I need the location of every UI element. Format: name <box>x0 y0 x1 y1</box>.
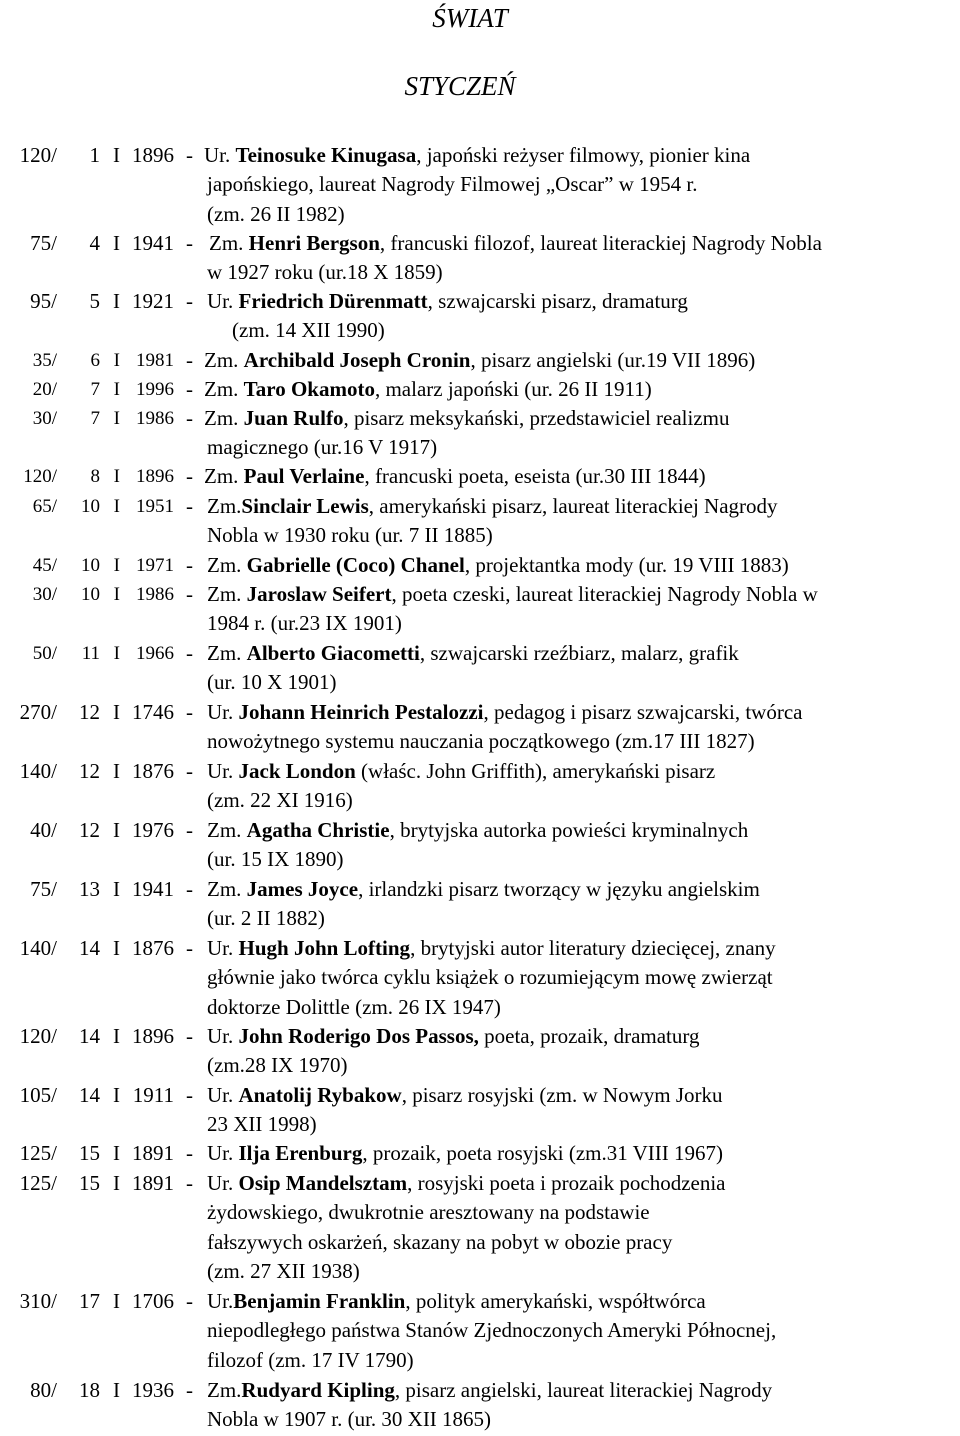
dash-separator: - <box>186 759 193 783</box>
person-name: Osip Mandelsztam <box>238 1171 408 1195</box>
entry-date <box>0 551 205 580</box>
entry-continuation: głównie jako twórca cyklu książek o rozumiejącym mowę zwierząt <box>207 965 773 990</box>
person-description: , prozaik, poeta rosyjski (zm.31 VIII 1967) <box>362 1141 723 1165</box>
month-numeral: I <box>113 818 120 842</box>
year: 1986 <box>136 408 174 429</box>
person-name: Teinosuke Kinugasa <box>235 143 417 167</box>
entry-text <box>204 462 706 491</box>
anniversary-count: 75/ <box>30 877 57 901</box>
entry-continuation: (zm. 14 XII 1990) <box>232 318 385 343</box>
entry-continuation: magicznego (ur.16 V 1917) <box>207 435 438 460</box>
person-name: Alberto Giacometti <box>246 641 420 665</box>
anniversary-count: 50/ <box>32 643 57 664</box>
entry-text <box>209 229 822 288</box>
entry-continuation: (zm. 27 XII 1938) <box>207 1258 360 1283</box>
entry-text <box>207 1081 723 1140</box>
dash-separator: - <box>186 818 193 842</box>
day-number: 14 <box>79 1083 100 1107</box>
event-type: Zm. <box>207 641 247 665</box>
event-type: Zm. <box>209 231 249 255</box>
entry-continuation: (zm. 22 XI 1916) <box>207 788 353 813</box>
day-number: 5 <box>89 289 100 313</box>
entry-date <box>0 141 205 170</box>
month-numeral: I <box>113 555 120 576</box>
event-type: Zm. <box>207 818 247 842</box>
entry-continuation: 1984 r. (ur.23 IX 1901) <box>207 611 402 636</box>
year: 1976 <box>132 818 174 842</box>
anniversary-count: 120/ <box>23 466 57 487</box>
year: 1996 <box>136 379 174 400</box>
event-type: Ur. <box>207 1289 234 1313</box>
dash-separator: - <box>186 553 193 577</box>
entry-date <box>0 580 205 609</box>
entry-continuation: japońskiego, laureat Nagrody Filmowej „Oscar” w 1954 r. <box>207 172 698 197</box>
entry-continuation: Nobla w 1907 r. (ur. 30 XII 1865) <box>207 1407 492 1432</box>
day-number: 18 <box>79 1378 100 1402</box>
year: 1896 <box>132 143 174 167</box>
anniversary-count: 40/ <box>30 818 57 842</box>
month-numeral: I <box>113 143 120 167</box>
entry-text <box>207 1022 700 1081</box>
month-numeral: I <box>113 700 120 724</box>
month-numeral: I <box>113 1141 120 1165</box>
person-description: , pisarz meksykański, przedstawiciel realizmu <box>343 406 730 430</box>
entry-text <box>207 816 748 875</box>
person-description: , szwajcarski rzeźbiarz, malarz, grafik <box>419 641 739 665</box>
year: 1891 <box>132 1141 174 1165</box>
event-type: Ur. <box>207 1141 239 1165</box>
year: 1971 <box>136 555 174 576</box>
event-type: Zm. <box>204 377 244 401</box>
dash-separator: - <box>186 348 193 372</box>
day-number: 10 <box>81 584 100 605</box>
year: 1986 <box>136 584 174 605</box>
month-numeral: I <box>113 1378 120 1402</box>
month-numeral: I <box>113 350 120 371</box>
dash-separator: - <box>186 1378 193 1402</box>
year: 1911 <box>132 1083 174 1107</box>
person-name: Archibald Joseph Cronin <box>243 348 471 372</box>
person-description: , francuski filozof, laureat literackiej Nagrody Nobla <box>379 231 822 255</box>
entry-text <box>207 639 739 698</box>
entry-text <box>207 551 789 580</box>
person-description: , brytyjska autorka powieści kryminalnych <box>389 818 749 842</box>
entry-continuation: (ur. 10 X 1901) <box>207 670 337 695</box>
day-number: 8 <box>90 466 100 487</box>
entry-text <box>207 1287 776 1375</box>
entry-text <box>207 934 776 1022</box>
person-name: Gabrielle (Coco) Chanel <box>246 553 465 577</box>
person-name: Anatolij Rybakow <box>238 1083 402 1107</box>
dash-separator: - <box>186 936 193 960</box>
person-description: , pisarz angielski (ur.19 VII 1896) <box>470 348 756 372</box>
month-numeral: I <box>113 643 120 664</box>
entry-date <box>0 462 205 491</box>
day-number: 15 <box>79 1141 100 1165</box>
anniversary-count: 120/ <box>19 143 57 167</box>
event-type: Ur. <box>207 759 239 783</box>
year: 1896 <box>136 466 174 487</box>
anniversary-count: 120/ <box>19 1024 57 1048</box>
month-numeral: I <box>113 379 120 400</box>
entry-date <box>0 1081 205 1110</box>
entry-date <box>0 346 205 375</box>
entry-text <box>207 698 802 757</box>
event-type: Ur. <box>207 700 239 724</box>
month-numeral: I <box>113 1024 120 1048</box>
entry-continuation: żydowskiego, dwukrotnie aresztowany na podstawie <box>207 1200 650 1225</box>
entry-continuation: (ur. 15 IX 1890) <box>207 847 344 872</box>
month-numeral: I <box>113 408 120 429</box>
month-numeral: I <box>113 759 120 783</box>
dash-separator: - <box>186 1289 193 1313</box>
day-number: 10 <box>81 555 100 576</box>
person-name: Agatha Christie <box>246 818 390 842</box>
event-type: Zm. <box>204 464 244 488</box>
month-heading: STYCZEŃ <box>404 71 516 101</box>
person-name: Hugh John Lofting <box>238 936 411 960</box>
year: 1966 <box>136 643 174 664</box>
year: 1921 <box>132 289 174 313</box>
entry-date <box>0 1287 205 1316</box>
entry-date <box>0 287 205 316</box>
year: 1876 <box>132 936 174 960</box>
entry-continuation: doktorze Dolittle (zm. 26 IX 1947) <box>207 994 501 1019</box>
dash-separator: - <box>186 700 193 724</box>
person-description: , poeta czeski, laureat literackiej Nagrody Nobla w <box>391 582 818 606</box>
day-number: 11 <box>81 643 100 664</box>
event-type: Zm. <box>207 582 247 606</box>
entry-text <box>204 404 729 463</box>
anniversary-count: 95/ <box>30 289 57 313</box>
person-name: Rudyard Kipling <box>241 1378 395 1402</box>
entry-date <box>0 1139 205 1168</box>
person-description: , japoński reżyser filmowy, pionier kina <box>416 143 751 167</box>
entry-continuation: nowożytnego systemu nauczania początkowego (zm.17 III 1827) <box>207 729 755 754</box>
month-numeral: I <box>113 1171 120 1195</box>
month-numeral: I <box>113 231 120 255</box>
dash-separator: - <box>186 494 193 518</box>
day-number: 7 <box>90 379 100 400</box>
event-type: Zm. <box>207 877 247 901</box>
year: 1706 <box>132 1289 174 1313</box>
person-description: , amerykański pisarz, laureat literackiej Nagrody <box>368 494 778 518</box>
entry-text <box>207 1169 726 1286</box>
month-numeral: I <box>113 289 120 313</box>
year: 1941 <box>132 231 174 255</box>
entry-date <box>0 1169 205 1198</box>
person-name: Henri Bergson <box>248 231 380 255</box>
anniversary-count: 20/ <box>32 379 57 400</box>
dash-separator: - <box>186 377 193 401</box>
dash-separator: - <box>186 1083 193 1107</box>
event-type: Zm. <box>207 1378 242 1402</box>
person-name: John Roderigo Dos Passos, <box>238 1024 479 1048</box>
person-description: , pisarz angielski, laureat literackiej Nagrody <box>394 1378 773 1402</box>
entry-text <box>207 287 688 346</box>
person-name: Taro Okamoto <box>243 377 375 401</box>
event-type: Ur. <box>207 1083 239 1107</box>
entry-date <box>0 375 205 404</box>
entry-continuation: (zm. 26 II 1982) <box>207 201 345 226</box>
dash-separator: - <box>186 641 193 665</box>
anniversary-count: 310/ <box>19 1289 57 1313</box>
person-description: , malarz japoński (ur. 26 II 1911) <box>374 377 652 401</box>
year: 1746 <box>132 700 174 724</box>
year: 1936 <box>132 1378 174 1402</box>
month-numeral: I <box>113 496 120 517</box>
dash-separator: - <box>186 464 193 488</box>
anniversary-count: 140/ <box>19 936 57 960</box>
person-name: Friedrich Dürenmatt <box>238 289 428 313</box>
dash-separator: - <box>186 582 193 606</box>
anniversary-count: 125/ <box>19 1171 57 1195</box>
anniversary-count: 140/ <box>19 759 57 783</box>
day-number: 4 <box>89 231 100 255</box>
dash-separator: - <box>186 1171 193 1195</box>
year: 1896 <box>132 1024 174 1048</box>
day-number: 14 <box>79 936 100 960</box>
event-type: Zm. <box>204 348 244 372</box>
entry-text <box>207 1139 723 1168</box>
person-description: , pedagog i pisarz szwajcarski, twórca <box>483 700 803 724</box>
day-number: 10 <box>81 496 100 517</box>
event-type: Ur. <box>207 936 239 960</box>
entry-text <box>207 1376 772 1435</box>
person-description: , irlandzki pisarz tworzący w języku angielskim <box>358 877 760 901</box>
year: 1951 <box>136 496 174 517</box>
entry-text <box>207 757 715 816</box>
event-type: Zm. <box>207 494 242 518</box>
month-numeral: I <box>113 466 120 487</box>
person-description: , brytyjski autor literatury dziecięcej, znany <box>410 936 776 960</box>
person-name: James Joyce <box>246 877 359 901</box>
entry-date <box>0 639 205 668</box>
entry-date <box>0 492 205 521</box>
entry-text <box>207 875 760 934</box>
dash-separator: - <box>186 143 193 167</box>
dash-separator: - <box>186 1141 193 1165</box>
dash-separator: - <box>186 289 193 313</box>
anniversary-count: 80/ <box>30 1378 57 1402</box>
person-description: poeta, prozaik, dramaturg <box>478 1024 700 1048</box>
dash-separator: - <box>186 877 193 901</box>
anniversary-count: 35/ <box>32 350 57 371</box>
month-numeral: I <box>113 936 120 960</box>
page-heading: ŚWIAT <box>432 3 508 33</box>
entry-date <box>0 698 205 727</box>
day-number: 12 <box>79 700 100 724</box>
entry-continuation: Nobla w 1930 roku (ur. 7 II 1885) <box>207 523 493 548</box>
event-type: Ur. <box>207 1171 239 1195</box>
person-description: , francuski poeta, eseista (ur.30 III 1844) <box>364 464 706 488</box>
entry-continuation: niepodległego państwa Stanów Zjednoczonych Ameryki Północnej, <box>207 1318 777 1343</box>
day-number: 13 <box>79 877 100 901</box>
entry-date <box>0 1376 205 1405</box>
entry-continuation: (ur. 2 II 1882) <box>207 906 325 931</box>
entry-text <box>207 492 778 551</box>
year: 1876 <box>132 759 174 783</box>
entry-date <box>0 875 205 904</box>
entry-continuation: 23 XII 1998) <box>207 1112 317 1137</box>
entry-date <box>0 404 205 433</box>
year: 1891 <box>132 1171 174 1195</box>
day-number: 15 <box>79 1171 100 1195</box>
entry-date <box>0 816 205 845</box>
day-number: 7 <box>90 408 100 429</box>
entry-continuation: (zm.28 IX 1970) <box>207 1053 348 1078</box>
anniversary-count: 65/ <box>32 496 57 517</box>
anniversary-count: 270/ <box>19 700 57 724</box>
person-description: (właśc. John Griffith), amerykański pisarz <box>355 759 716 783</box>
dash-separator: - <box>186 406 193 430</box>
person-name: Jaroslaw Seifert <box>246 582 392 606</box>
entry-text <box>204 141 750 229</box>
day-number: 12 <box>79 818 100 842</box>
year: 1981 <box>136 350 174 371</box>
event-type: Ur. <box>207 289 239 313</box>
entry-date <box>0 1022 205 1051</box>
month-numeral: I <box>113 877 120 901</box>
person-name: Juan Rulfo <box>243 406 344 430</box>
entry-text <box>207 580 818 639</box>
month-numeral: I <box>113 584 120 605</box>
dash-separator: - <box>186 1024 193 1048</box>
event-type: Zm. <box>207 553 247 577</box>
entry-date <box>0 934 205 963</box>
anniversary-count: 125/ <box>19 1141 57 1165</box>
month-numeral: I <box>113 1289 120 1313</box>
day-number: 17 <box>79 1289 100 1313</box>
year: 1941 <box>132 877 174 901</box>
event-type: Ur. <box>204 143 236 167</box>
person-description: , pisarz rosyjski (zm. w Nowym Jorku <box>401 1083 723 1107</box>
day-number: 12 <box>79 759 100 783</box>
anniversary-count: 30/ <box>32 584 57 605</box>
entry-date <box>0 757 205 786</box>
person-name: Sinclair Lewis <box>241 494 369 518</box>
entry-continuation: fałszywych oskarżeń, skazany na pobyt w obozie pracy <box>207 1229 673 1254</box>
person-description: , polityk amerykański, współtwórca <box>405 1289 706 1313</box>
dash-separator: - <box>186 231 193 255</box>
person-name: Benjamin Franklin <box>233 1289 406 1313</box>
anniversary-count: 30/ <box>32 408 57 429</box>
day-number: 1 <box>89 143 100 167</box>
anniversary-count: 45/ <box>32 555 57 576</box>
person-name: Ilja Erenburg <box>238 1141 363 1165</box>
person-name: Johann Heinrich Pestalozzi <box>238 700 484 724</box>
anniversary-count: 105/ <box>19 1083 57 1107</box>
day-number: 6 <box>90 350 100 371</box>
month-numeral: I <box>113 1083 120 1107</box>
person-name: Paul Verlaine <box>243 464 365 488</box>
day-number: 14 <box>79 1024 100 1048</box>
entry-continuation: w 1927 roku (ur.18 X 1859) <box>207 260 443 285</box>
entry-text <box>204 346 755 375</box>
entry-continuation: filozof (zm. 17 IV 1790) <box>207 1347 414 1372</box>
anniversary-count: 75/ <box>30 231 57 255</box>
event-type: Ur. <box>207 1024 239 1048</box>
event-type: Zm. <box>204 406 244 430</box>
person-name: Jack London <box>238 759 356 783</box>
person-description: , szwajcarski pisarz, dramaturg <box>427 289 688 313</box>
person-description: , rosyjski poeta i prozaik pochodzenia <box>407 1171 726 1195</box>
entry-text <box>204 375 652 404</box>
entry-date <box>0 229 205 258</box>
person-description: , projektantka mody (ur. 19 VIII 1883) <box>464 553 789 577</box>
